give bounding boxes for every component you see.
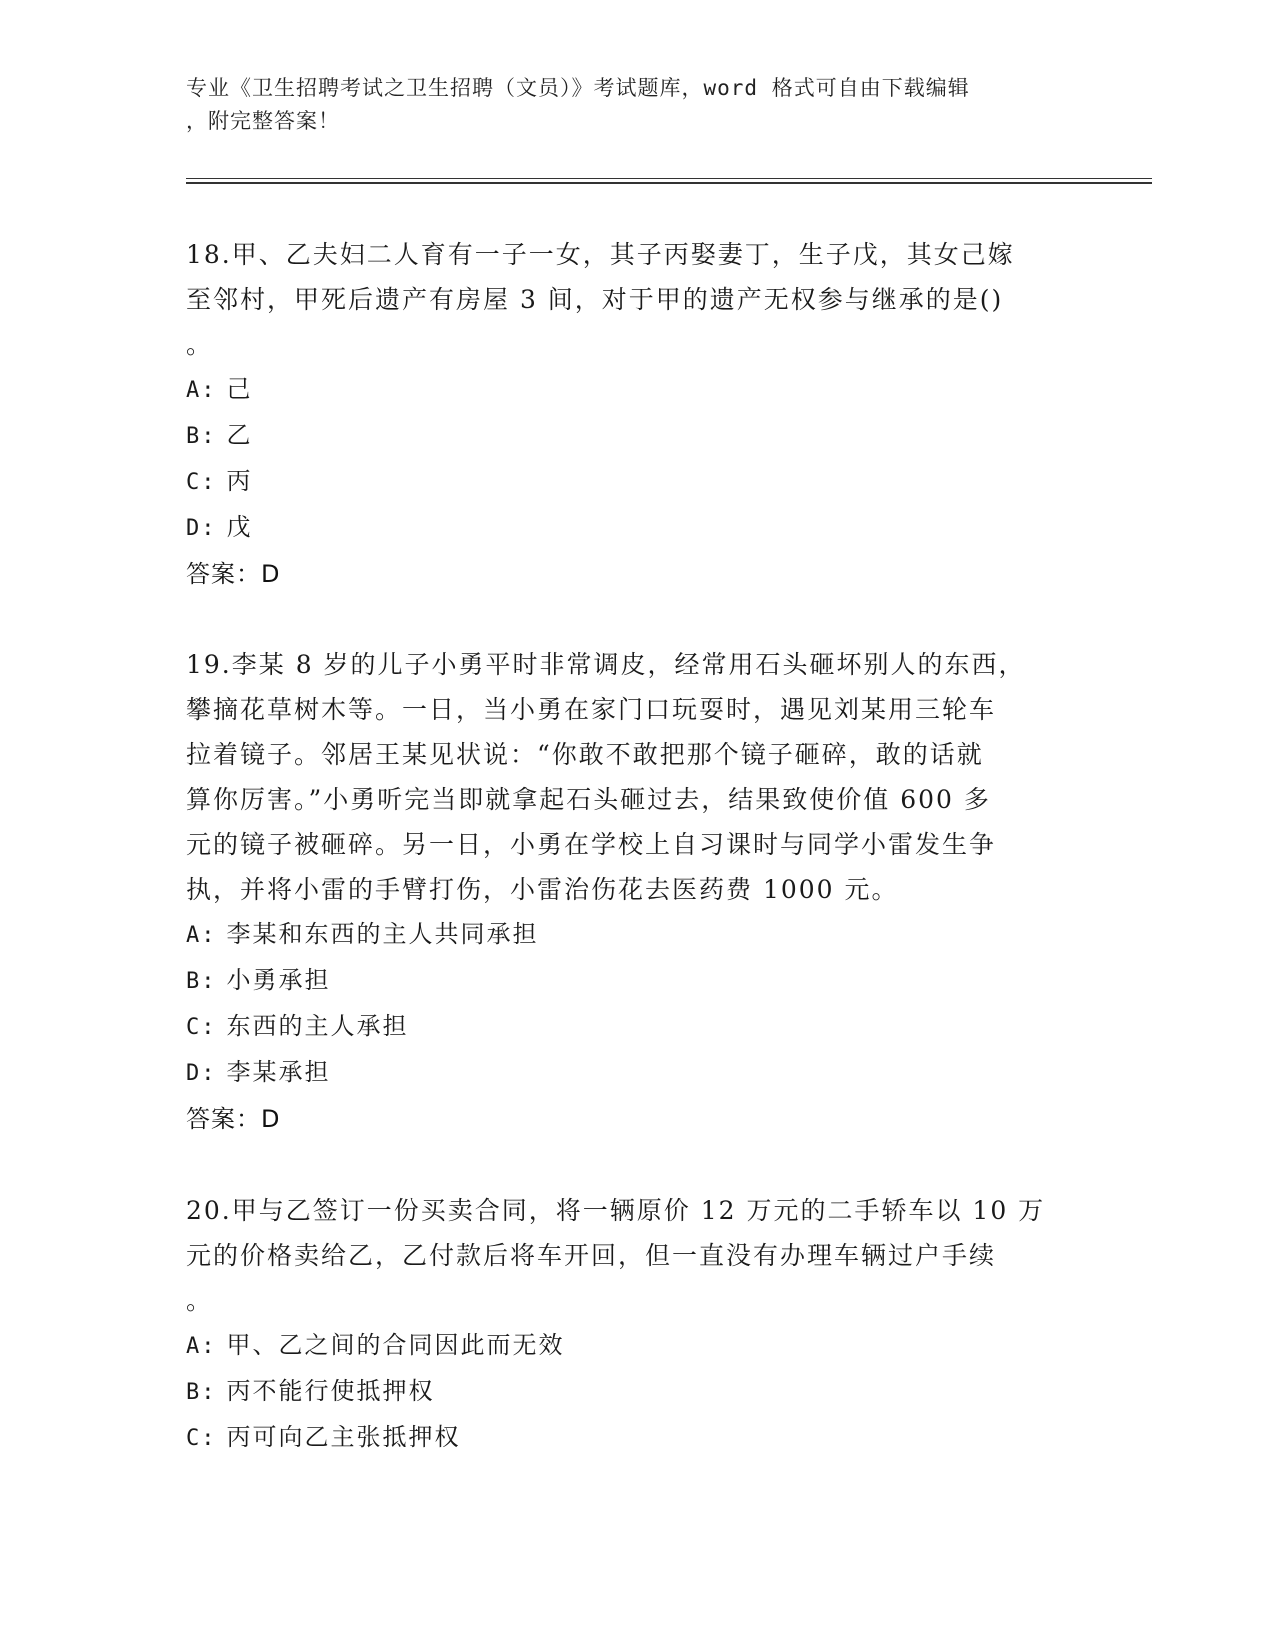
- option-letter: C:: [186, 1426, 217, 1451]
- option-letter: B:: [186, 969, 217, 994]
- question-text-line: 元的镜子被砸碎。另一日，小勇在学校上自习课时与同学小雷发生争: [186, 830, 997, 859]
- option-letter: A:: [186, 923, 217, 948]
- option-text: 戊: [226, 513, 253, 541]
- question-text: [186, 1188, 1086, 1323]
- option-letter: B:: [186, 424, 217, 449]
- option-d: [186, 1050, 1086, 1096]
- option-a: [186, 912, 1086, 958]
- question-text-line: 拉着镜子。邻居王某见状说：“你敢不敢把那个镜子砸碎，敢的话就: [186, 740, 984, 769]
- question-text-line: 元的价格卖给乙，乙付款后将车开回，但一直没有办理车辆过户手续: [186, 1241, 997, 1270]
- option-c: [186, 1415, 1086, 1461]
- option-letter: C:: [186, 1015, 217, 1040]
- option-letter: C:: [186, 470, 217, 495]
- option-text: 丙可向乙主张抵押权: [226, 1423, 461, 1451]
- question-text-line: 19.李某 8 岁的儿子小勇平时非常调皮，经常用石头砸坏别人的东西，: [186, 650, 1026, 679]
- question-text: [186, 232, 1086, 367]
- header-line-1: 专业《卫生招聘考试之卫生招聘（文员）》考试题库，word 格式可自由下载编辑: [186, 76, 970, 100]
- document-header: [186, 72, 1066, 138]
- option-letter: B:: [186, 1380, 217, 1405]
- question-text-line: 至邻村，甲死后遗产有房屋 3 间，对于甲的遗产无权参与继承的是(): [186, 285, 1004, 314]
- option-letter: A:: [186, 1334, 217, 1359]
- header-divider-thick: [186, 182, 1152, 184]
- question-18: [186, 232, 1086, 597]
- question-text-line: 算你厉害。”小勇听完当即就拿起石头砸过去，结果致使价值 600 多: [186, 785, 991, 814]
- option-a: [186, 1323, 1086, 1369]
- option-text: 小勇承担: [226, 966, 331, 994]
- option-b: [186, 413, 1086, 459]
- question-text: [186, 642, 1086, 912]
- header-line-2: ，附完整答案！: [186, 109, 340, 133]
- option-c: [186, 459, 1086, 505]
- option-text: 丙: [226, 467, 253, 495]
- option-text: 甲、乙之间的合同因此而无效: [226, 1331, 565, 1359]
- option-text: 东西的主人承担: [226, 1012, 409, 1040]
- question-text-line: 。: [186, 1286, 214, 1315]
- option-text: 李某和东西的主人共同承担: [226, 920, 539, 948]
- question-text-line: 攀摘花草树木等。一日，当小勇在家门口玩耍时，遇见刘某用三轮车: [186, 695, 997, 724]
- option-letter: A:: [186, 378, 217, 403]
- option-text: 丙不能行使抵押权: [226, 1377, 435, 1405]
- option-c: [186, 1004, 1086, 1050]
- option-text: 乙: [226, 421, 253, 449]
- option-letter: D:: [186, 516, 217, 541]
- header-divider-thin: [186, 178, 1152, 179]
- answer-line: 答案：D: [186, 1105, 281, 1133]
- option-text: 己: [226, 375, 253, 403]
- question-20: [186, 1188, 1086, 1461]
- answer-line: 答案：D: [186, 560, 281, 588]
- option-d: [186, 505, 1086, 551]
- option-a: [186, 367, 1086, 413]
- question-text-line: 20.甲与乙签订一份买卖合同，将一辆原价 12 万元的二手轿车以 10 万: [186, 1196, 1046, 1225]
- option-b: [186, 1369, 1086, 1415]
- option-letter: D:: [186, 1061, 217, 1086]
- question-text-line: 18.甲、乙夫妇二人育有一子一女，其子丙娶妻丁，生子戊，其女己嫁: [186, 240, 1015, 269]
- question-text-line: 。: [186, 330, 214, 359]
- question-19: [186, 642, 1086, 1142]
- option-b: [186, 958, 1086, 1004]
- option-text: 李某承担: [226, 1058, 331, 1086]
- question-text-line: 执，并将小雷的手臂打伤，小雷治伤花去医药费 1000 元。: [186, 875, 899, 904]
